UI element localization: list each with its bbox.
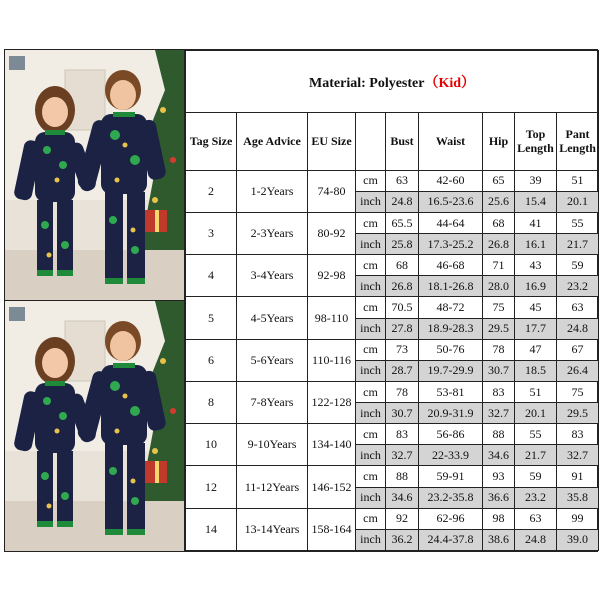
unit-cell: inch bbox=[356, 360, 386, 381]
header-waist: Waist bbox=[419, 113, 483, 170]
unit-cell: cm bbox=[356, 255, 386, 276]
pant-length-cell: 99 bbox=[557, 508, 599, 529]
age-advice-cell: 1-2Years bbox=[237, 170, 308, 212]
top-length-cell: 59 bbox=[515, 466, 557, 487]
size-table-wrapper bbox=[185, 50, 599, 551]
unit-cell: cm bbox=[356, 508, 386, 529]
waist-cell: 42-60 bbox=[419, 170, 483, 191]
waist-cell: 62-96 bbox=[419, 508, 483, 529]
bust-cell: 32.7 bbox=[386, 445, 419, 466]
unit-cell: cm bbox=[356, 381, 386, 402]
age-advice-cell: 11-12Years bbox=[237, 466, 308, 508]
eu-size-cell: 122-128 bbox=[308, 381, 356, 423]
age-advice-cell: 3-4Years bbox=[237, 255, 308, 297]
age-advice-cell: 4-5Years bbox=[237, 297, 308, 339]
header-tag-size: Tag Size bbox=[186, 113, 237, 170]
pant-length-cell: 55 bbox=[557, 212, 599, 233]
bust-cell: 27.8 bbox=[386, 318, 419, 339]
bust-cell: 70.5 bbox=[386, 297, 419, 318]
pant-length-cell: 39.0 bbox=[557, 529, 599, 550]
eu-size-cell: 110-116 bbox=[308, 339, 356, 381]
hip-cell: 88 bbox=[483, 424, 515, 445]
pant-length-cell: 35.8 bbox=[557, 487, 599, 508]
header-eu-size: EU Size bbox=[308, 113, 356, 170]
pant-length-cell: 29.5 bbox=[557, 403, 599, 424]
top-length-cell: 20.1 bbox=[515, 403, 557, 424]
pant-length-cell: 26.4 bbox=[557, 360, 599, 381]
hip-cell: 71 bbox=[483, 255, 515, 276]
table-row bbox=[186, 212, 599, 233]
bust-cell: 88 bbox=[386, 466, 419, 487]
top-length-cell: 23.2 bbox=[515, 487, 557, 508]
unit-cell: cm bbox=[356, 466, 386, 487]
waist-cell: 16.5-23.6 bbox=[419, 191, 483, 212]
unit-cell: cm bbox=[356, 339, 386, 360]
unit-cell: inch bbox=[356, 276, 386, 297]
pant-length-cell: 67 bbox=[557, 339, 599, 360]
top-length-cell: 51 bbox=[515, 381, 557, 402]
hip-cell: 38.6 bbox=[483, 529, 515, 550]
hip-cell: 78 bbox=[483, 339, 515, 360]
eu-size-cell: 92-98 bbox=[308, 255, 356, 297]
hip-cell: 68 bbox=[483, 212, 515, 233]
tag-size-cell: 4 bbox=[186, 255, 237, 297]
waist-cell: 18.1-26.8 bbox=[419, 276, 483, 297]
top-length-cell: 15.4 bbox=[515, 191, 557, 212]
hip-cell: 65 bbox=[483, 170, 515, 191]
pant-length-cell: 23.2 bbox=[557, 276, 599, 297]
header-hip: Hip bbox=[483, 113, 515, 170]
unit-cell: cm bbox=[356, 424, 386, 445]
bust-cell: 24.8 bbox=[386, 191, 419, 212]
waist-cell: 56-86 bbox=[419, 424, 483, 445]
tag-size-cell: 14 bbox=[186, 508, 237, 550]
hip-cell: 32.7 bbox=[483, 403, 515, 424]
table-row bbox=[186, 339, 599, 360]
hip-cell: 93 bbox=[483, 466, 515, 487]
table-row bbox=[186, 424, 599, 445]
age-advice-cell: 5-6Years bbox=[237, 339, 308, 381]
unit-cell: inch bbox=[356, 445, 386, 466]
hip-cell: 36.6 bbox=[483, 487, 515, 508]
age-advice-cell: 13-14Years bbox=[237, 508, 308, 550]
age-advice-cell: 7-8Years bbox=[237, 381, 308, 423]
hip-cell: 25.6 bbox=[483, 191, 515, 212]
hip-cell: 29.5 bbox=[483, 318, 515, 339]
unit-cell: cm bbox=[356, 212, 386, 233]
table-row bbox=[186, 297, 599, 318]
waist-cell: 18.9-28.3 bbox=[419, 318, 483, 339]
header-bust: Bust bbox=[386, 113, 419, 170]
hip-cell: 34.6 bbox=[483, 445, 515, 466]
eu-size-cell: 134-140 bbox=[308, 424, 356, 466]
bust-cell: 28.7 bbox=[386, 360, 419, 381]
unit-cell: inch bbox=[356, 403, 386, 424]
bust-cell: 63 bbox=[386, 170, 419, 191]
product-photo-bottom bbox=[5, 300, 184, 551]
header-top-length: Top Length bbox=[515, 113, 557, 170]
bust-cell: 73 bbox=[386, 339, 419, 360]
top-length-cell: 41 bbox=[515, 212, 557, 233]
waist-cell: 48-72 bbox=[419, 297, 483, 318]
pant-length-cell: 63 bbox=[557, 297, 599, 318]
table-row bbox=[186, 255, 599, 276]
waist-cell: 59-91 bbox=[419, 466, 483, 487]
waist-cell: 19.7-29.9 bbox=[419, 360, 483, 381]
top-length-cell: 43 bbox=[515, 255, 557, 276]
age-advice-cell: 2-3Years bbox=[237, 212, 308, 254]
table-title bbox=[186, 51, 599, 113]
eu-size-cell: 158-164 bbox=[308, 508, 356, 550]
top-length-cell: 16.1 bbox=[515, 234, 557, 255]
unit-cell: inch bbox=[356, 234, 386, 255]
tag-size-cell: 12 bbox=[186, 466, 237, 508]
bust-cell: 83 bbox=[386, 424, 419, 445]
hip-cell: 83 bbox=[483, 381, 515, 402]
bust-cell: 92 bbox=[386, 508, 419, 529]
tag-size-cell: 3 bbox=[186, 212, 237, 254]
table-row bbox=[186, 466, 599, 487]
kids-pajama-photo bbox=[5, 50, 184, 300]
waist-cell: 23.2-35.8 bbox=[419, 487, 483, 508]
size-table-body bbox=[186, 170, 599, 550]
title-kid: （Kid） bbox=[424, 75, 476, 91]
table-row bbox=[186, 170, 599, 191]
unit-cell: inch bbox=[356, 487, 386, 508]
pant-length-cell: 32.7 bbox=[557, 445, 599, 466]
table-row bbox=[186, 508, 599, 529]
title-material: Material: Polyester bbox=[309, 75, 425, 91]
pant-length-cell: 24.8 bbox=[557, 318, 599, 339]
top-length-cell: 55 bbox=[515, 424, 557, 445]
unit-cell: inch bbox=[356, 529, 386, 550]
top-length-cell: 63 bbox=[515, 508, 557, 529]
waist-cell: 53-81 bbox=[419, 381, 483, 402]
hip-cell: 26.8 bbox=[483, 234, 515, 255]
waist-cell: 22-33.9 bbox=[419, 445, 483, 466]
pant-length-cell: 51 bbox=[557, 170, 599, 191]
hip-cell: 28.0 bbox=[483, 276, 515, 297]
tag-size-cell: 5 bbox=[186, 297, 237, 339]
top-length-cell: 47 bbox=[515, 339, 557, 360]
table-row bbox=[186, 381, 599, 402]
header-pant-length: Pant Length bbox=[557, 113, 599, 170]
unit-cell: inch bbox=[356, 318, 386, 339]
size-chart bbox=[4, 49, 598, 552]
bust-cell: 25.8 bbox=[386, 234, 419, 255]
top-length-cell: 39 bbox=[515, 170, 557, 191]
top-length-cell: 21.7 bbox=[515, 445, 557, 466]
product-photo-top bbox=[5, 50, 184, 300]
eu-size-cell: 98-110 bbox=[308, 297, 356, 339]
bust-cell: 36.2 bbox=[386, 529, 419, 550]
eu-size-cell: 146-152 bbox=[308, 466, 356, 508]
pant-length-cell: 59 bbox=[557, 255, 599, 276]
product-photo-column bbox=[5, 50, 185, 551]
bust-cell: 68 bbox=[386, 255, 419, 276]
kids-pajama-photo-copy bbox=[5, 301, 184, 551]
waist-cell: 20.9-31.9 bbox=[419, 403, 483, 424]
hip-cell: 30.7 bbox=[483, 360, 515, 381]
top-length-cell: 18.5 bbox=[515, 360, 557, 381]
pant-length-cell: 91 bbox=[557, 466, 599, 487]
unit-cell: cm bbox=[356, 297, 386, 318]
waist-cell: 46-68 bbox=[419, 255, 483, 276]
bust-cell: 34.6 bbox=[386, 487, 419, 508]
top-length-cell: 24.8 bbox=[515, 529, 557, 550]
tag-size-cell: 8 bbox=[186, 381, 237, 423]
pant-length-cell: 75 bbox=[557, 381, 599, 402]
tag-size-cell: 2 bbox=[186, 170, 237, 212]
pant-length-cell: 21.7 bbox=[557, 234, 599, 255]
tag-size-cell: 6 bbox=[186, 339, 237, 381]
eu-size-cell: 80-92 bbox=[308, 212, 356, 254]
pant-length-cell: 20.1 bbox=[557, 191, 599, 212]
hip-cell: 98 bbox=[483, 508, 515, 529]
header-age-advice: Age Advice bbox=[237, 113, 308, 170]
unit-cell: cm bbox=[356, 170, 386, 191]
eu-size-cell: 74-80 bbox=[308, 170, 356, 212]
bust-cell: 65.5 bbox=[386, 212, 419, 233]
top-length-cell: 17.7 bbox=[515, 318, 557, 339]
age-advice-cell: 9-10Years bbox=[237, 424, 308, 466]
header-unit bbox=[356, 113, 386, 170]
waist-cell: 24.4-37.8 bbox=[419, 529, 483, 550]
bust-cell: 26.8 bbox=[386, 276, 419, 297]
unit-cell: inch bbox=[356, 191, 386, 212]
hip-cell: 75 bbox=[483, 297, 515, 318]
tag-size-cell: 10 bbox=[186, 424, 237, 466]
bust-cell: 30.7 bbox=[386, 403, 419, 424]
top-length-cell: 16.9 bbox=[515, 276, 557, 297]
bust-cell: 78 bbox=[386, 381, 419, 402]
waist-cell: 44-64 bbox=[419, 212, 483, 233]
waist-cell: 17.3-25.2 bbox=[419, 234, 483, 255]
top-length-cell: 45 bbox=[515, 297, 557, 318]
header-row bbox=[186, 113, 599, 170]
pant-length-cell: 83 bbox=[557, 424, 599, 445]
size-table bbox=[185, 50, 599, 551]
waist-cell: 50-76 bbox=[419, 339, 483, 360]
